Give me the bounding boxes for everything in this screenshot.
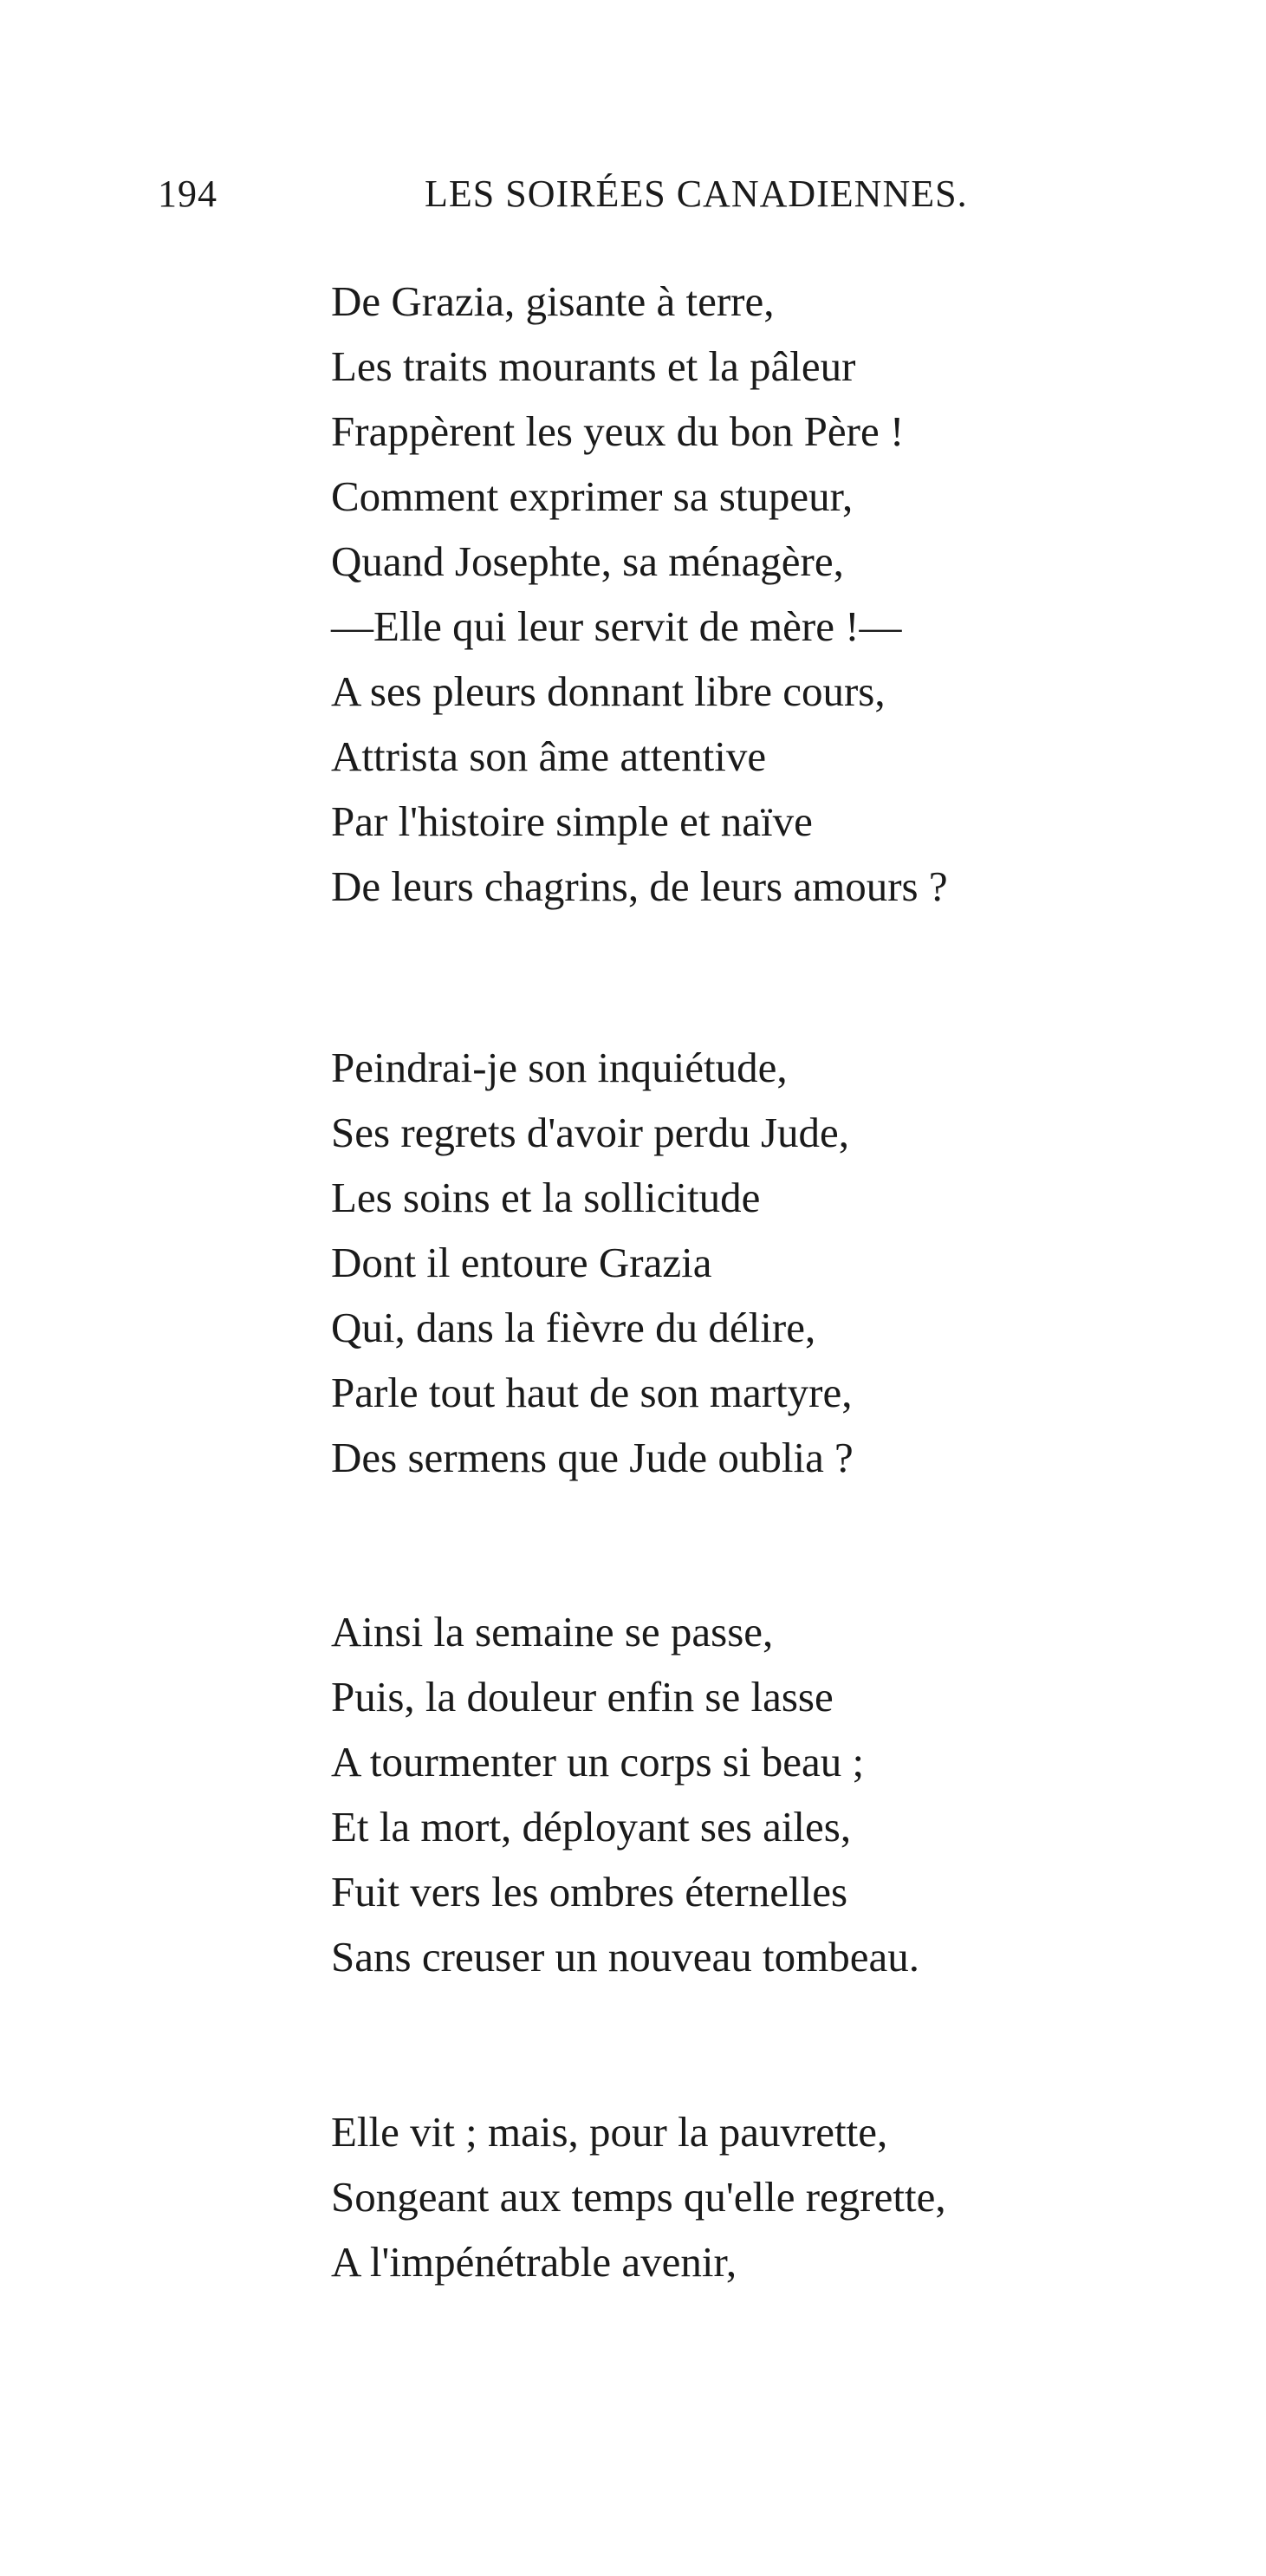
- verse-line: A ses pleurs donnant libre cours,: [331, 667, 886, 715]
- verse-line: Peindrai-je son inquiétude,: [331, 1044, 788, 1091]
- page-number: 194: [158, 172, 217, 215]
- verse-line: Ainsi la semaine se passe,: [331, 1608, 774, 1656]
- verse-line: A l'impénétrable avenir,: [331, 2238, 737, 2286]
- stanza: [331, 2099, 946, 2294]
- verse-line: A tourmenter un corps si beau ;: [331, 1738, 865, 1786]
- verse-line: Par l'histoire simple et naïve: [331, 797, 813, 845]
- verse-line: Parle tout haut de son martyre,: [331, 1369, 853, 1416]
- verse-line: Elle vit ; mais, pour la pauvrette,: [331, 2108, 888, 2156]
- verse-line: Dont il entoure Grazia: [331, 1239, 712, 1286]
- verse-line: Fuit vers les ombres éternelles: [331, 1868, 848, 1916]
- running-head: [0, 172, 1266, 224]
- verse-line: Et la mort, déployant ses ailes,: [331, 1803, 852, 1851]
- verse-line: Attrista son âme attentive: [331, 732, 767, 780]
- stanza: [331, 1599, 919, 1989]
- verse-line: De leurs chagrins, de leurs amours ?: [331, 862, 948, 910]
- verse-line: Songeant aux temps qu'elle regrette,: [331, 2173, 946, 2221]
- verse-line: Comment exprimer sa stupeur,: [331, 472, 854, 520]
- verse-line: De Grazia, gisante à terre,: [331, 277, 775, 325]
- stanza: [331, 1035, 854, 1490]
- verse-line: Ses regrets d'avoir perdu Jude,: [331, 1109, 850, 1156]
- verse-line: —Elle qui leur servit de mère !—: [331, 602, 902, 650]
- verse-line: Les soins et la sollicitude: [331, 1174, 761, 1221]
- verse-line: Sans creuser un nouveau tombeau.: [331, 1933, 919, 1981]
- verse-line: Puis, la douleur enfin se lasse: [331, 1673, 834, 1721]
- stanza: [331, 269, 948, 919]
- verse-line: Les traits mourants et la pâleur: [331, 342, 856, 390]
- verse-line: Qui, dans la fièvre du délire,: [331, 1304, 816, 1351]
- verse-line: Des sermens que Jude oublia ?: [331, 1434, 854, 1481]
- running-title: LES SOIRÉES CANADIENNES.: [425, 172, 968, 215]
- verse-line: Quand Josephte, sa ménagère,: [331, 537, 844, 585]
- verse-line: Frappèrent les yeux du bon Père !: [331, 407, 905, 455]
